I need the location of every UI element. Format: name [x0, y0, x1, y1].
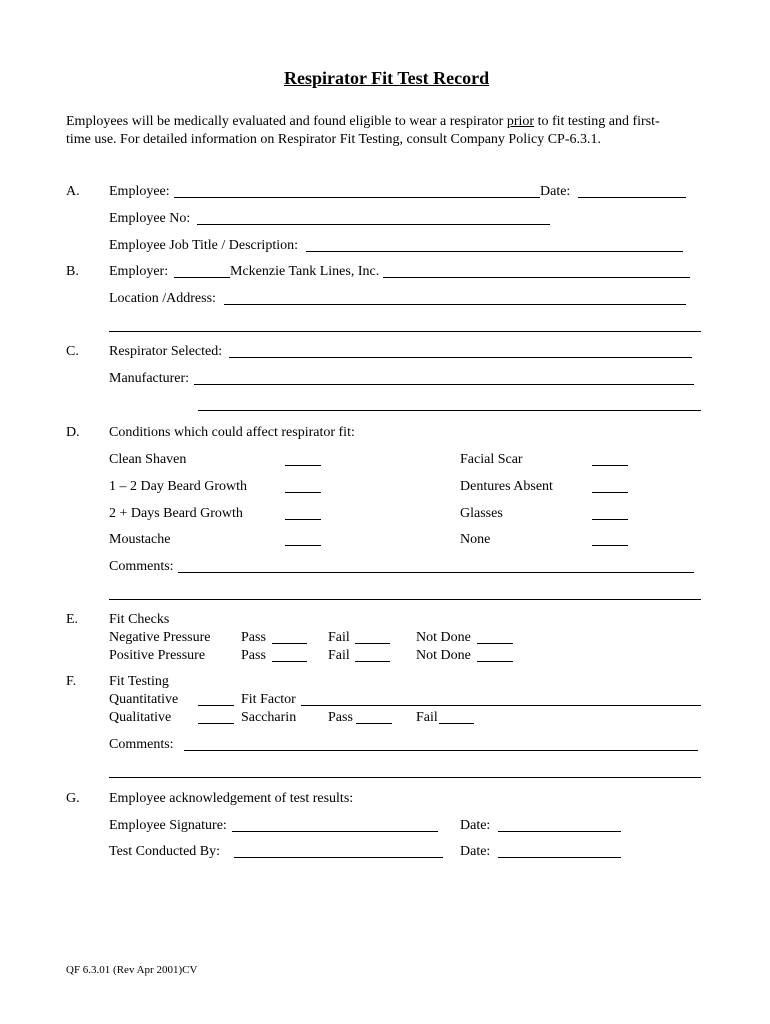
employee-label: Employee: [109, 184, 170, 199]
negative-pressure-label: Negative Pressure [109, 630, 211, 645]
positive-not-done-field[interactable] [477, 661, 513, 662]
employer-field[interactable] [383, 277, 690, 278]
respirator-field[interactable] [229, 357, 692, 358]
location-label: Location /Address: [109, 291, 216, 306]
not-done-label: Not Done [416, 630, 471, 645]
date-label-conducted: Date: [460, 844, 491, 859]
condition-label: Dentures Absent [460, 479, 553, 494]
fail-label: Fail [328, 648, 350, 663]
employee-field[interactable] [174, 197, 540, 198]
fit-factor-label: Fit Factor [241, 692, 296, 707]
section-f-letter: F. [66, 674, 77, 689]
section-a-letter: A. [66, 184, 80, 199]
positive-pressure-label: Positive Pressure [109, 648, 206, 663]
conditions-heading: Conditions which could affect respirator fit: [109, 425, 355, 440]
signature-label: Employee Signature: [109, 818, 227, 833]
negative-fail-field[interactable] [355, 643, 390, 644]
fail-label: Fail [328, 630, 350, 645]
pass-label: Pass [241, 630, 266, 645]
section-d-letter: D. [66, 425, 80, 440]
fail-label: Fail [416, 710, 438, 725]
negative-pass-field[interactable] [272, 643, 307, 644]
location-field[interactable] [224, 304, 686, 305]
intro-line-2: time use. For detailed information on Respirator Fit Testing, consult Company Policy CP-6.3.1. [66, 132, 601, 147]
saccharin-label: Saccharin [241, 710, 297, 725]
comments-label-d: Comments: [109, 559, 174, 574]
condition-check-field[interactable] [285, 465, 321, 466]
condition-label: None [460, 532, 491, 547]
comments-label-f: Comments: [109, 737, 174, 752]
fit-checks-heading: Fit Checks [109, 612, 170, 627]
signature-date-field[interactable] [498, 831, 621, 832]
fit-factor-field[interactable] [301, 705, 701, 706]
intro-line-1 [66, 113, 660, 130]
condition-check-field[interactable] [592, 492, 628, 493]
manufacturer-label: Manufacturer: [109, 371, 190, 386]
condition-label: 2 + Days Beard Growth [109, 506, 243, 521]
section-e-letter: E. [66, 612, 79, 627]
section-c-letter: C. [66, 344, 79, 359]
date-label-signature: Date: [460, 818, 491, 833]
comments-field-f[interactable] [184, 750, 698, 751]
date-label-a: Date: [540, 184, 571, 199]
positive-fail-field[interactable] [355, 661, 390, 662]
quantitative-field[interactable] [198, 705, 234, 706]
comments-field-d[interactable] [178, 572, 694, 573]
negative-not-done-field[interactable] [477, 643, 513, 644]
condition-label: Moustache [109, 532, 171, 547]
condition-label: Facial Scar [460, 452, 523, 467]
date-field-a[interactable] [578, 197, 686, 198]
respirator-label: Respirator Selected: [109, 344, 223, 359]
not-done-label: Not Done [416, 648, 471, 663]
location-field-line-2[interactable] [109, 331, 701, 332]
intro-text-pre: Employees will be medically evaluated and found eligible to wear a respirator [66, 114, 507, 129]
conducted-by-label: Test Conducted By: [109, 844, 221, 859]
manufacturer-field[interactable] [194, 384, 694, 385]
signature-field[interactable] [232, 831, 438, 832]
manufacturer-field-line-2[interactable] [198, 410, 701, 411]
qualitative-field[interactable] [198, 723, 234, 724]
condition-label: Glasses [460, 506, 503, 521]
employer-label: Employer: [109, 264, 169, 279]
condition-check-field[interactable] [592, 465, 628, 466]
employer-field-lead[interactable] [174, 277, 230, 278]
job-title-label: Employee Job Title / Description: [109, 238, 298, 253]
pass-label: Pass [328, 710, 353, 725]
conducted-by-field[interactable] [234, 857, 443, 858]
section-b-letter: B. [66, 264, 79, 279]
qualitative-label: Qualitative [109, 710, 172, 725]
comments-field-d-line-2[interactable] [109, 599, 701, 600]
page-title: Respirator Fit Test Record [284, 68, 490, 88]
condition-check-field[interactable] [592, 519, 628, 520]
intro-text-post: to fit testing and first- [534, 114, 660, 129]
positive-pass-field[interactable] [272, 661, 307, 662]
form-footer: QF 6.3.01 (Rev Apr 2001)CV [66, 964, 198, 976]
employee-no-label: Employee No: [109, 211, 191, 226]
condition-label: Clean Shaven [109, 452, 187, 467]
employer-value: Mckenzie Tank Lines, Inc. [230, 264, 380, 279]
condition-label: 1 – 2 Day Beard Growth [109, 479, 248, 494]
section-g-letter: G. [66, 791, 80, 806]
condition-check-field[interactable] [285, 519, 321, 520]
qualitative-pass-field[interactable] [356, 723, 392, 724]
employee-no-field[interactable] [197, 224, 550, 225]
condition-check-field[interactable] [285, 492, 321, 493]
acknowledgement-heading: Employee acknowledgement of test results: [109, 791, 354, 806]
quantitative-label: Quantitative [109, 692, 179, 707]
condition-check-field[interactable] [285, 545, 321, 546]
job-title-field[interactable] [306, 251, 683, 252]
comments-field-f-line-2[interactable] [109, 777, 701, 778]
fit-testing-heading: Fit Testing [109, 674, 169, 689]
condition-check-field[interactable] [592, 545, 628, 546]
intro-emphasis: prior [506, 114, 535, 129]
pass-label: Pass [241, 648, 266, 663]
conducted-date-field[interactable] [498, 857, 621, 858]
qualitative-fail-field[interactable] [439, 723, 474, 724]
